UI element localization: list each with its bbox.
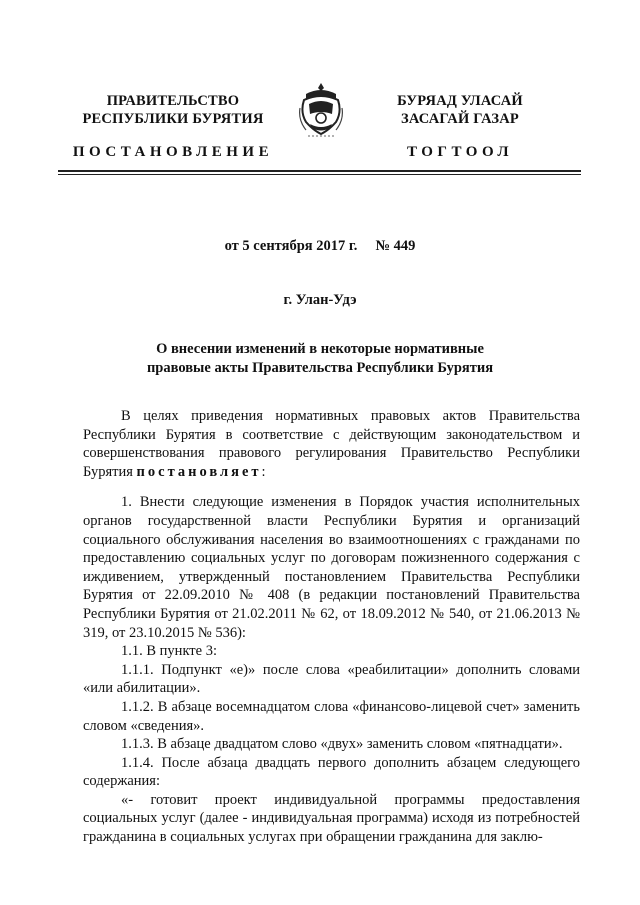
government-name-buryat-line2: ЗАСАГАЙ ГАЗАР <box>401 111 519 127</box>
document-title <box>0 340 640 378</box>
coat-of-arms-emblem-icon <box>296 80 346 140</box>
header-right-block <box>345 92 575 128</box>
doc-type-russian: ПОСТАНОВЛЕНИЕ <box>72 144 274 160</box>
preamble-paragraph <box>83 407 580 481</box>
government-name-line2: РЕСПУБЛИКИ БУРЯТИЯ <box>82 111 264 127</box>
document-number: № 449 <box>375 238 416 254</box>
preamble-text: В целях приведения нормативных правовых актов Правительства Республики Бурятия в соответствие с действующим законодательством и совершенствования правового регулирования Правительство Республики Бурятия <box>83 408 580 480</box>
header-divider-thin <box>58 174 581 175</box>
government-name-line1: ПРАВИТЕЛЬСТВО <box>106 93 240 109</box>
paragraph-1-1: 1.1. В пункте 3: <box>121 643 217 660</box>
document-date: от 5 сентября 2017 г. <box>224 238 358 254</box>
paragraph-1-1-4: 1.1.4. После абзаца двадцать первого дополнить абзацем следующего содержания: <box>83 754 580 790</box>
preamble-end: : <box>261 463 266 480</box>
paragraph-1-1-2: 1.1.2. В абзаце восемнадцатом слова «финансово-лицевой счет» заменить словом «сведения». <box>83 698 580 734</box>
paragraph-1-1-1: 1.1.1. Подпункт «е)» после слова «реабилитации» дополнить словами «или абилитации». <box>83 661 580 697</box>
preamble-emphasis: постановляет <box>136 463 262 480</box>
government-name-buryat-line1: БУРЯАД УЛАСАЙ <box>397 93 523 109</box>
document-title-line1: О внесении изменений в некоторые нормативные <box>156 341 484 357</box>
paragraph-1: 1. Внести следующие изменения в Порядок участия исполнительных органов государственной власти Республики Бурятия и организаций социального обслуживания населения во взаимоотношениях с гражданами по предоставлению социальных услуг по договорам пожизненного содержания с иждивением, утвержденный постановлением Правительства Республики Бурятия от 22.09.2010 № 408 (в редакции постановлений Правительства Республики Бурятия от 21.02.2011 № 62, от 18.09.2012 № 540, от 21.06.2013 № 319, от 23.10.2015 № 536): <box>83 494 580 641</box>
doc-type-buryat: ТОГТООЛ <box>406 144 514 160</box>
quote-paragraph: «- готовит проект индивидуальной программы предоставления социальных услуг (далее - индивидуальная программа) исходя из потребностей гражданина в социальных услугах при обращении гражданина для заклю- <box>83 791 580 846</box>
document-date-number <box>0 238 640 255</box>
document-city: г. Улан-Удэ <box>283 292 357 308</box>
header-divider-thick <box>58 170 581 172</box>
document-body <box>83 407 580 847</box>
document-title-line2: правовые акты Правительства Республики Бурятия <box>146 360 494 376</box>
paragraph-1-1-3: 1.1.3. В абзаце двадцатом слово «двух» заменить словом «пятнадцати». <box>121 736 563 753</box>
header-left-block <box>58 92 288 128</box>
